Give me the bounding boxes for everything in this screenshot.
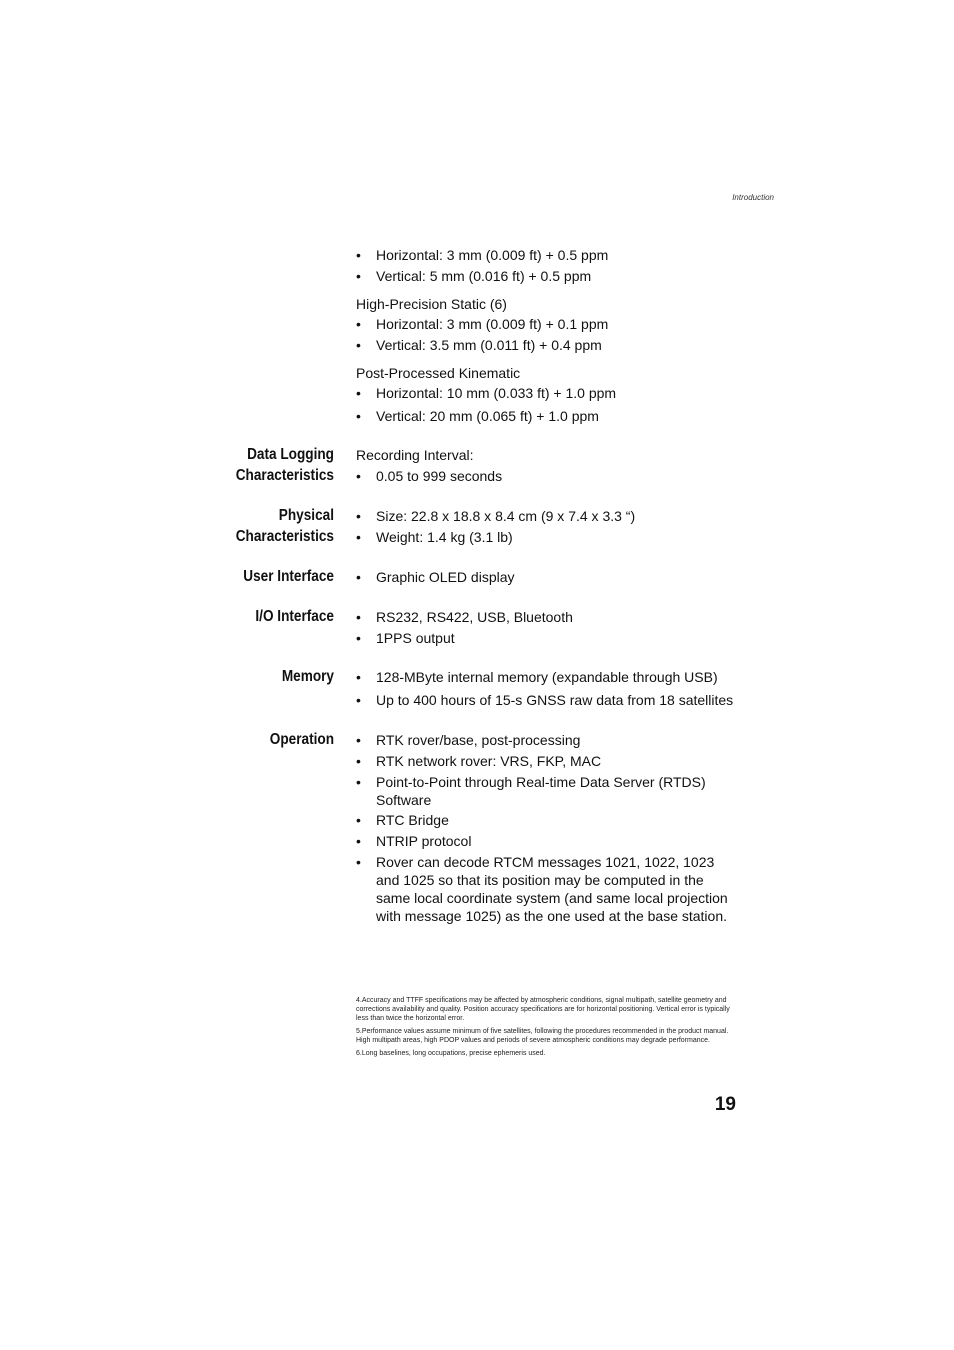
section-label-user-interface: User Interface <box>243 568 334 585</box>
list-item: • Horizontal: 3 mm (0.009 ft) + 0.1 ppm <box>356 315 756 333</box>
accuracy-list <box>356 246 756 285</box>
ppk-list <box>356 384 756 425</box>
list-item: • Weight: 1.4 kg (3.1 lb) <box>356 528 756 546</box>
list-item: • Vertical: 5 mm (0.016 ft) + 0.5 ppm <box>356 267 756 285</box>
recording-interval-label: Recording Interval: <box>356 447 474 463</box>
footnote-4: 4.Accuracy and TTFF specifications may be affected by atmospheric conditions, signal multipath, satellite geometry and corrections availability and quality. Position accuracy specifications are for horizontal positioning. Vertical error is typically less than twice the horizontal error. <box>356 997 730 1022</box>
list-item: • 1PPS output <box>356 629 756 647</box>
operation-content <box>356 731 738 925</box>
list-item: • NTRIP protocol <box>356 832 738 850</box>
list-item: • RTK network rover: VRS, FKP, MAC <box>356 752 738 770</box>
section-label-physical: Physical Characteristics <box>235 507 334 545</box>
io-interface-content <box>356 608 756 647</box>
section-label-operation: Operation <box>269 731 334 748</box>
list-item: • RS232, RS422, USB, Bluetooth <box>356 608 756 626</box>
list-item: • Horizontal: 10 mm (0.033 ft) + 1.0 ppm <box>356 384 756 402</box>
list-item: • Size: 22.8 x 18.8 x 8.4 cm (9 x 7.4 x 3.3 “) <box>356 507 756 525</box>
physical-content <box>356 507 756 546</box>
memory-content <box>356 668 756 709</box>
hps-title: High-Precision Static (6) <box>356 296 507 312</box>
list-item: • Graphic OLED display <box>356 568 756 586</box>
page-number: 19 <box>714 1094 736 1115</box>
list-item: • Rover can decode RTCM messages 1021, 1022, 1023 and 1025 so that its position may be computed in the same local coordinate system (and same local projection with message 1025) as the one used at the base station. <box>356 853 738 925</box>
footnote-6: 6.Long baselines, long occupations, precise ephemeris used. <box>356 1050 546 1057</box>
list-item: • 0.05 to 999 seconds <box>356 467 756 485</box>
list-item: • Vertical: 3.5 mm (0.011 ft) + 0.4 ppm <box>356 336 756 354</box>
hps-list <box>356 315 756 354</box>
list-item: • RTC Bridge <box>356 811 738 829</box>
footnotes <box>356 996 741 1062</box>
list-item: • 128-MByte internal memory (expandable through USB) <box>356 668 756 686</box>
intro-accuracy-block <box>356 246 756 425</box>
ppk-title: Post-Processed Kinematic <box>356 365 521 381</box>
data-logging-content <box>356 446 756 485</box>
list-item: • Up to 400 hours of 15-s GNSS raw data from 18 satellites <box>356 691 756 709</box>
running-header: Introduction <box>732 193 774 202</box>
user-interface-content <box>356 568 756 586</box>
list-item: • Vertical: 20 mm (0.065 ft) + 1.0 ppm <box>356 407 756 425</box>
footnote-5: 5.Performance values assume minimum of five satellites, following the procedures recommended in the product manual. High multipath areas, high PDOP values and periods of severe atmospheric conditions may degrade performance. <box>356 1028 729 1044</box>
list-item: • Point-to-Point through Real-time Data Server (RTDS) Software <box>356 773 738 809</box>
section-label-data-logging: Data Logging Characteristics <box>235 446 334 484</box>
section-label-io-interface: I/O Interface <box>255 608 334 625</box>
section-label-memory: Memory <box>281 668 334 685</box>
list-item: • RTK rover/base, post-processing <box>356 731 738 749</box>
list-item: • Horizontal: 3 mm (0.009 ft) + 0.5 ppm <box>356 246 756 264</box>
